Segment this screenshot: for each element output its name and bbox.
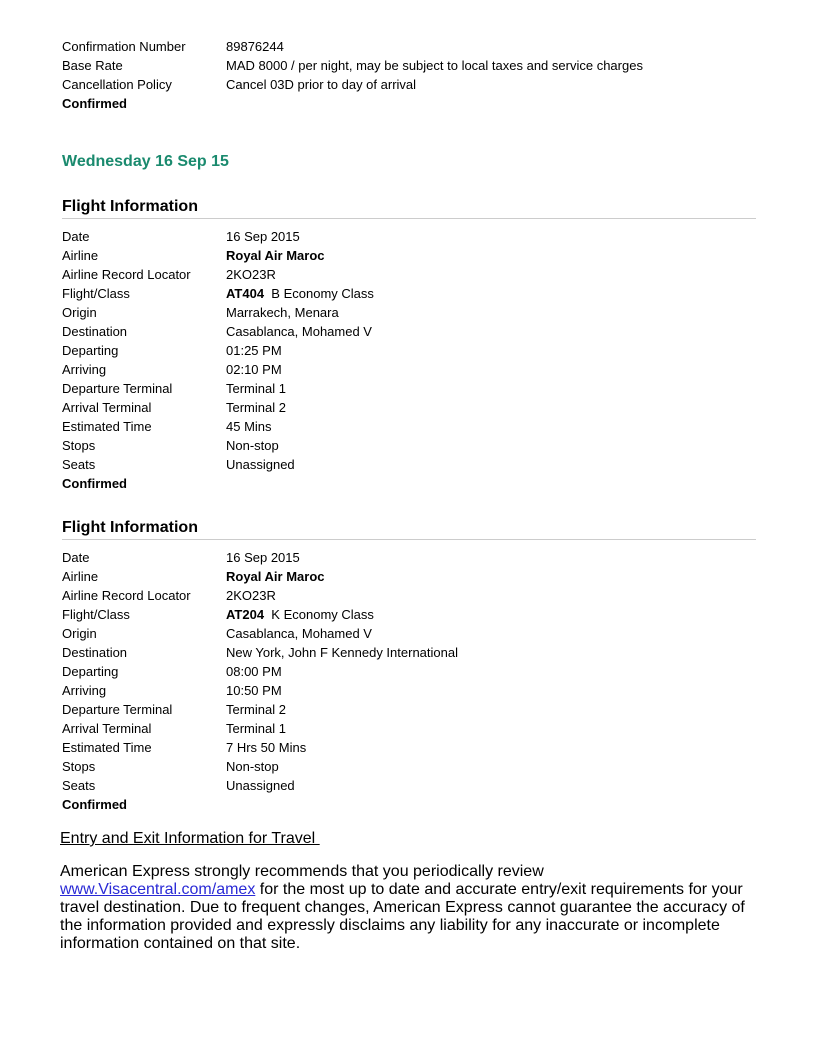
visacentral-link[interactable]: www.Visacentral.com/amex <box>60 881 256 898</box>
flight-1-arriving-row <box>62 360 762 379</box>
flight-1-seats-row <box>62 455 762 474</box>
flight-2-est-time-row <box>62 738 762 757</box>
flight-2-origin-row <box>62 624 762 643</box>
seats: Unassigned <box>226 778 295 793</box>
airline-name: Royal Air Maroc <box>226 569 325 584</box>
hotel-cancellation-row <box>62 75 762 94</box>
flight-2-departing-row <box>62 662 762 681</box>
fare-class: K Economy Class <box>271 607 374 622</box>
origin: Casablanca, Mohamed V <box>226 626 372 641</box>
flight-1-dep-terminal-row <box>62 379 762 398</box>
destination: New York, John F Kennedy International <box>226 645 458 660</box>
flight-2-airline-row <box>62 567 762 586</box>
flight-date: 16 Sep 2015 <box>226 229 300 244</box>
field-label: Airline Record Locator <box>62 267 191 282</box>
field-label: Base Rate <box>62 58 123 73</box>
flight-number: AT204 <box>226 607 265 622</box>
hotel-confirmation-row <box>62 37 762 56</box>
field-label: Stops <box>62 438 96 453</box>
field-label: Airline <box>62 569 99 584</box>
field-label: Confirmation Number <box>62 39 186 54</box>
field-label: Cancellation Policy <box>62 77 172 92</box>
estimated-time: 7 Hrs 50 Mins <box>226 740 307 755</box>
field-label: Departure Terminal <box>62 702 173 717</box>
flight-1-stops-row <box>62 436 762 455</box>
flight-1-arr-terminal-row <box>62 398 762 417</box>
field-label: Flight/Class <box>62 286 130 301</box>
flight-2-locator-row <box>62 586 762 605</box>
entry-body-rest: for the most up to date and accurate entry/exit requirements for your travel destination. Due to frequent changes, American Express cannot guarantee the accuracy of the information provided and expressly disclaims any liability for any inaccurate or incomplete information contained on that site. <box>60 881 745 952</box>
flight-2-arriving-row <box>62 681 762 700</box>
field-label: Airline <box>62 248 99 263</box>
flight-date: 16 Sep 2015 <box>226 550 300 565</box>
departing-time: 08:00 PM <box>226 664 282 679</box>
flight-2-destination-row <box>62 643 762 662</box>
field-label: Estimated Time <box>62 740 152 755</box>
flight-2-date-row <box>62 548 762 567</box>
arrival-terminal: Terminal 1 <box>226 721 286 736</box>
field-label: Arriving <box>62 362 107 377</box>
record-locator: 2KO23R <box>226 588 276 603</box>
confirmation-number: 89876244 <box>226 39 284 54</box>
entry-body-intro: American Express strongly recommends that you periodically review <box>60 863 544 880</box>
flight-2-seats-row <box>62 776 762 795</box>
stops: Non-stop <box>226 759 279 774</box>
divider <box>62 539 756 540</box>
flight-class-value <box>226 284 374 303</box>
flight-1-locator-row <box>62 265 762 284</box>
day-header: Wednesday 16 Sep 15 <box>62 153 229 170</box>
flight-2-arr-terminal-row <box>62 719 762 738</box>
flight-class-value <box>226 605 374 624</box>
field-label: Airline Record Locator <box>62 588 191 603</box>
field-label: Arrival Terminal <box>62 400 152 415</box>
airline-name: Royal Air Maroc <box>226 248 325 263</box>
flight-1-status: Confirmed <box>62 476 127 491</box>
arriving-time: 02:10 PM <box>226 362 282 377</box>
hotel-status: Confirmed <box>62 96 127 111</box>
field-label: Destination <box>62 324 128 339</box>
flight-2-flight-class-row <box>62 605 762 624</box>
flight-1-est-time-row <box>62 417 762 436</box>
origin: Marrakech, Menara <box>226 305 339 320</box>
field-label: Arrival Terminal <box>62 721 152 736</box>
field-label: Date <box>62 550 90 565</box>
record-locator: 2KO23R <box>226 267 276 282</box>
departing-time: 01:25 PM <box>226 343 282 358</box>
flight-1-departing-row <box>62 341 762 360</box>
flight-1-date-row <box>62 227 762 246</box>
fare-class: B Economy Class <box>271 286 374 301</box>
stops: Non-stop <box>226 438 279 453</box>
entry-exit-body <box>60 863 760 953</box>
field-label: Seats <box>62 778 96 793</box>
field-label: Destination <box>62 645 128 660</box>
seats: Unassigned <box>226 457 295 472</box>
base-rate: MAD 8000 / per night, may be subject to local taxes and service charges <box>226 58 643 73</box>
field-label: Estimated Time <box>62 419 152 434</box>
flight-2-title: Flight Information <box>62 519 198 536</box>
field-label: Date <box>62 229 90 244</box>
field-label: Origin <box>62 305 97 320</box>
field-label: Seats <box>62 457 96 472</box>
departure-terminal: Terminal 1 <box>226 381 286 396</box>
flight-2-stops-row <box>62 757 762 776</box>
field-label: Departing <box>62 343 119 358</box>
divider <box>62 218 756 219</box>
entry-exit-title: Entry and Exit Information for Travel <box>60 830 320 847</box>
flight-2-status: Confirmed <box>62 797 127 812</box>
field-label: Arriving <box>62 683 107 698</box>
flight-number: AT404 <box>226 286 265 301</box>
flight-2-dep-terminal-row <box>62 700 762 719</box>
field-label: Departure Terminal <box>62 381 173 396</box>
departure-terminal: Terminal 2 <box>226 702 286 717</box>
flight-1-flight-class-row <box>62 284 762 303</box>
field-label: Origin <box>62 626 97 641</box>
cancellation-policy: Cancel 03D prior to day of arrival <box>226 77 417 92</box>
hotel-base-rate-row <box>62 56 762 75</box>
flight-1-title: Flight Information <box>62 198 198 215</box>
arrival-terminal: Terminal 2 <box>226 400 286 415</box>
destination: Casablanca, Mohamed V <box>226 324 372 339</box>
field-label: Departing <box>62 664 119 679</box>
flight-1-origin-row <box>62 303 762 322</box>
arriving-time: 10:50 PM <box>226 683 282 698</box>
flight-1-airline-row <box>62 246 762 265</box>
flight-1-destination-row <box>62 322 762 341</box>
field-label: Flight/Class <box>62 607 130 622</box>
estimated-time: 45 Mins <box>226 419 272 434</box>
field-label: Stops <box>62 759 96 774</box>
